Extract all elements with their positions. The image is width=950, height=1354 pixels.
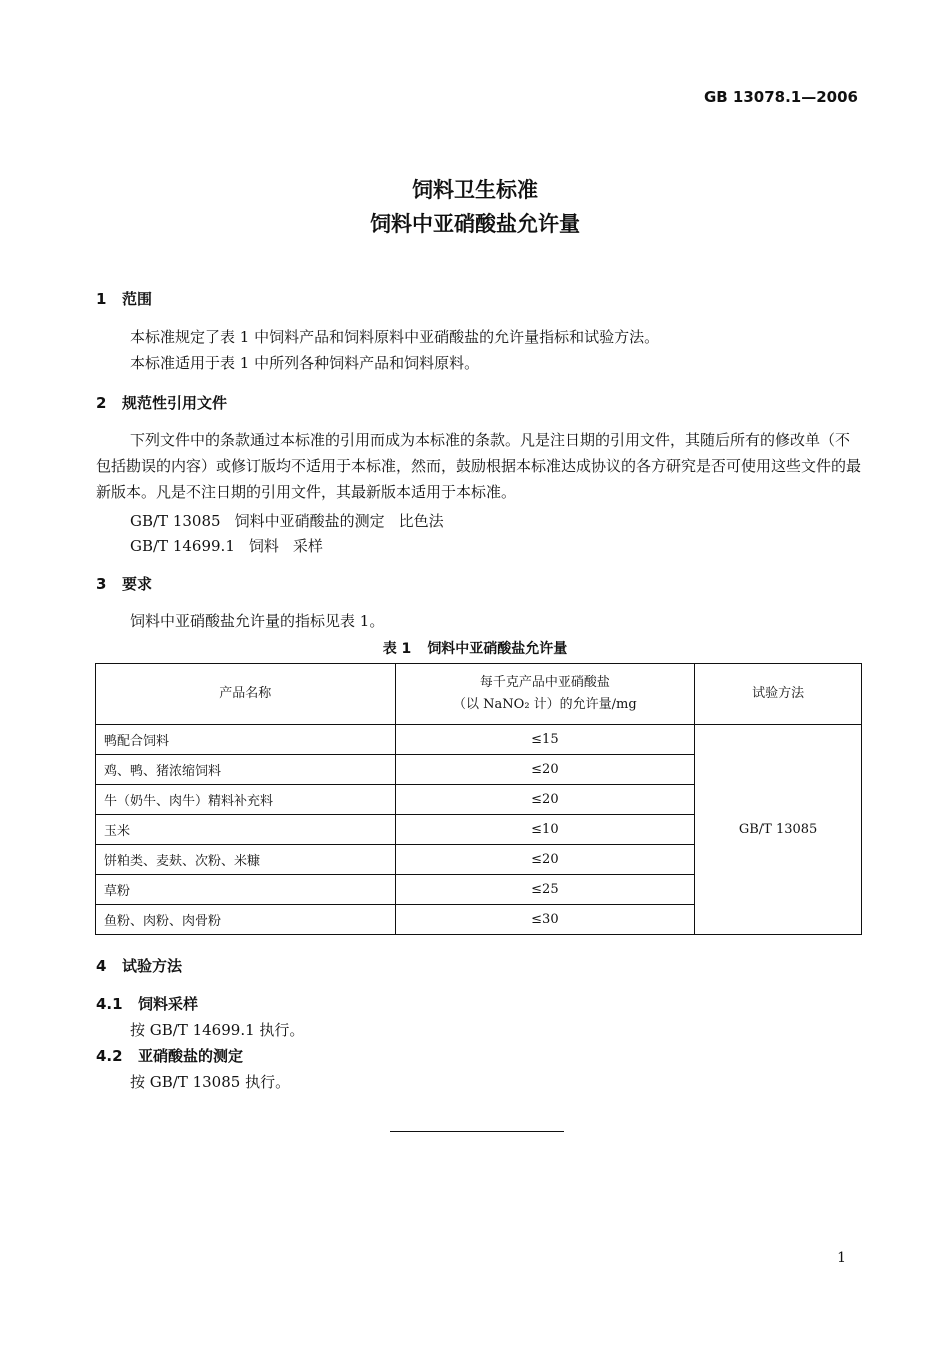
title-line-2: 饲料中亚硝酸盐允许量 — [370, 212, 580, 236]
limit-cell: ≤25 — [395, 875, 695, 905]
section-2-heading — [96, 392, 227, 413]
reference-code: GB/T 14699.1 — [130, 537, 235, 555]
subsection-number: 4.2 — [96, 1047, 123, 1065]
reference-method: 采样 — [292, 537, 323, 555]
table-caption — [0, 638, 950, 658]
limit-cell: ≤30 — [395, 905, 695, 935]
subsection-4-2-text: 按 GB/T 13085 执行。 — [130, 1073, 291, 1091]
subsection-title: 亚硝酸盐的测定 — [138, 1047, 244, 1065]
section-number: 4 — [96, 957, 107, 975]
subsection-4-1-text: 按 GB/T 14699.1 执行。 — [130, 1021, 305, 1039]
product-name-cell: 玉米 — [96, 815, 396, 845]
limit-cell: ≤15 — [395, 725, 695, 755]
reference-code: GB/T 13085 — [130, 512, 221, 530]
reference-method: 比色法 — [398, 512, 444, 530]
product-name-cell: 鸡、鸭、猪浓缩饲料 — [96, 755, 396, 785]
section-number: 3 — [96, 575, 107, 593]
reference-title: 饲料中亚硝酸盐的测定 — [234, 512, 385, 530]
section-3-heading — [96, 573, 152, 594]
table-row — [96, 725, 862, 755]
normative-reference — [130, 510, 444, 531]
product-name-cell: 牛（奶牛、肉牛）精料补充料 — [96, 785, 396, 815]
product-name-cell: 鸭配合饲料 — [96, 725, 396, 755]
header-product-name: 产品名称 — [96, 664, 396, 725]
subsection-4-1-heading — [96, 993, 198, 1014]
title-line-1: 饲料卫生标准 — [412, 178, 538, 202]
section-3-paragraph: 饲料中亚硝酸盐允许量的指标见表 1。 — [130, 612, 385, 630]
header-limit — [395, 664, 695, 725]
section-1-paragraph-1: 本标准规定了表 1 中饲料产品和饲料原料中亚硝酸盐的允许量指标和试验方法。 — [130, 328, 660, 346]
limit-cell: ≤20 — [395, 755, 695, 785]
header-limit-line-1: 每千克产品中亚硝酸盐 — [479, 675, 610, 690]
limit-cell: ≤20 — [395, 785, 695, 815]
section-2-paragraph: 下列文件中的条款通过本标准的引用而成为本标准的条款。凡是注日期的引用文件，其随后所有的修改单（不包括勘误的内容）或修订版均不适用于本标准，然而，鼓励根据本标准达成协议的各方研究是否可使用这些文件的最新版本。凡是不注日期的引用文件，其最新版本适用于本标准。 — [96, 431, 862, 501]
end-rule — [390, 1131, 564, 1132]
section-1-paragraph-2: 本标准适用于表 1 中所列各种饲料产品和饲料原料。 — [130, 354, 480, 372]
standard-code: GB 13078.1—2006 — [703, 88, 858, 106]
product-name-cell: 鱼粉、肉粉、肉骨粉 — [96, 905, 396, 935]
table-caption-text: 饲料中亚硝酸盐允许量 — [427, 641, 568, 657]
header-limit-line-2: （以 NaNO₂ 计）的允许量/mg — [453, 697, 637, 712]
section-4-heading — [96, 955, 182, 976]
section-number: 1 — [96, 290, 107, 308]
nitrite-limits-table — [95, 663, 862, 935]
limit-cell: ≤10 — [395, 815, 695, 845]
table-label: 表 1 — [382, 641, 412, 657]
section-title: 范围 — [122, 290, 153, 308]
normative-reference — [130, 535, 323, 556]
section-title: 试验方法 — [122, 957, 183, 975]
section-title: 规范性引用文件 — [122, 394, 228, 412]
test-method-cell: GB/T 13085 — [695, 725, 862, 935]
table-header-row — [96, 664, 862, 725]
product-name-cell: 饼粕类、麦麸、次粉、米糠 — [96, 845, 396, 875]
product-name-cell: 草粉 — [96, 875, 396, 905]
subsection-title: 饲料采样 — [138, 995, 199, 1013]
section-title: 要求 — [122, 575, 153, 593]
subsection-number: 4.1 — [96, 995, 123, 1013]
reference-title: 饲料 — [248, 537, 279, 555]
section-number: 2 — [96, 394, 107, 412]
header-test-method: 试验方法 — [695, 664, 862, 725]
subsection-4-2-heading — [96, 1045, 243, 1066]
page-number: 1 — [837, 1250, 846, 1266]
section-1-heading — [96, 288, 152, 309]
limit-cell: ≤20 — [395, 845, 695, 875]
